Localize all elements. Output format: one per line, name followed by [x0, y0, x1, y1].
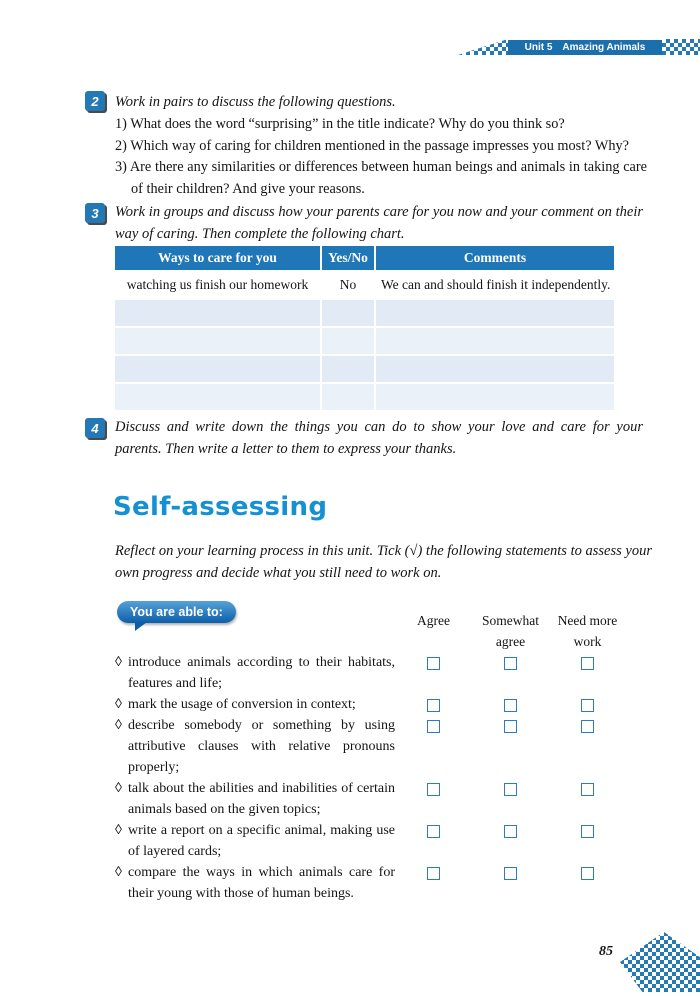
table-cell-r4-comments[interactable] — [376, 356, 614, 382]
unit-header-bar — [508, 40, 662, 55]
assessment-item-row — [115, 694, 630, 715]
assessment-item-row — [115, 820, 630, 862]
checker-decoration-right — [662, 39, 700, 55]
table-cell-r4-ways[interactable] — [115, 356, 320, 382]
checkbox-item6-somewhat[interactable] — [504, 867, 517, 880]
assessment-item-row — [115, 715, 630, 778]
column-header-agree: Agree — [417, 613, 450, 628]
exercise-2-questions — [115, 114, 647, 200]
exercise-2-prompt: Work in pairs to discuss the following questions. — [115, 94, 396, 110]
table-cell-r5-ways[interactable] — [115, 384, 320, 410]
checkbox-item3-needwork[interactable] — [581, 720, 594, 733]
checkbox-item4-needwork[interactable] — [581, 783, 594, 796]
care-chart-table — [115, 246, 612, 410]
page-number: 85 — [599, 944, 613, 959]
table-header-ways: Ways to care for you — [115, 246, 320, 270]
checkbox-item1-agree[interactable] — [427, 657, 440, 670]
checkbox-item6-agree[interactable] — [427, 867, 440, 880]
table-cell-r3-comments[interactable] — [376, 328, 614, 354]
assessment-item-4: ◊ talk about the abilities and inabilities of certain animals based on the given topics; — [115, 778, 395, 820]
self-assessing-title: Self-assessing — [113, 492, 328, 522]
table-cell-r1-comments: We can and should finish it independently. — [376, 272, 614, 298]
checkbox-item3-somewhat[interactable] — [504, 720, 517, 733]
checkbox-item5-needwork[interactable] — [581, 825, 594, 838]
exercise-3-prompt: Work in groups and discuss how your parents care for you now and your comment on their way of caring. Then complete the following chart. — [115, 204, 643, 242]
question-1: 1) What does the word “surprising” in the title indicate? Why do you think so? — [115, 116, 565, 132]
table-header-comments: Comments — [376, 246, 614, 270]
table-header-yesno: Yes/No — [322, 246, 374, 270]
assessment-item-1: ◊ introduce animals according to their habitats, features and life; — [115, 652, 395, 694]
unit-label: Unit 5 — [524, 42, 553, 53]
table-cell-r2-ways[interactable] — [115, 300, 320, 326]
table-cell-r1-yesno: No — [322, 272, 374, 298]
diamond-bullet-icon: ◊ — [115, 718, 122, 733]
column-header-somewhat-agree: Somewhat agree — [482, 613, 539, 649]
exercise-4-number: 4 — [85, 418, 105, 438]
checkbox-item2-somewhat[interactable] — [504, 699, 517, 712]
diamond-bullet-icon: ◊ — [115, 781, 122, 796]
table-cell-r2-comments[interactable] — [376, 300, 614, 326]
checker-decoration-bottom — [620, 932, 700, 992]
assessment-item-row — [115, 652, 630, 694]
assessment-item-2: ◊ mark the usage of conversion in context; — [115, 694, 395, 715]
checkbox-item6-needwork[interactable] — [581, 867, 594, 880]
table-cell-r1-ways: watching us finish our homework — [115, 272, 320, 298]
diamond-bullet-icon: ◊ — [115, 823, 122, 838]
table-cell-r5-yesno[interactable] — [322, 384, 374, 410]
checkbox-item5-somewhat[interactable] — [504, 825, 517, 838]
table-cell-r2-yesno[interactable] — [322, 300, 374, 326]
checkbox-item4-somewhat[interactable] — [504, 783, 517, 796]
checkbox-item5-agree[interactable] — [427, 825, 440, 838]
checker-decoration-left — [458, 39, 508, 55]
checkbox-item4-agree[interactable] — [427, 783, 440, 796]
question-3: 3) Are there any similarities or differences between human beings and animals in taking care of their children? And give your reasons. — [115, 159, 647, 197]
diamond-bullet-icon: ◊ — [115, 655, 122, 670]
unit-title: Amazing Animals — [562, 42, 646, 53]
column-header-need-more-work: Need more work — [557, 613, 618, 649]
assessment-item-5: ◊ write a report on a specific animal, making use of layered cards; — [115, 820, 395, 862]
self-assessing-intro: Reflect on your learning process in this unit. Tick (√) the following statements to assess your own progress and decide what you still need to work on. — [115, 543, 652, 581]
diamond-bullet-icon: ◊ — [115, 865, 122, 880]
table-cell-r3-ways[interactable] — [115, 328, 320, 354]
you-are-able-badge — [117, 601, 236, 623]
assessment-item-row — [115, 862, 630, 904]
table-cell-r3-yesno[interactable] — [322, 328, 374, 354]
diamond-bullet-icon: ◊ — [115, 697, 122, 712]
exercise-2-number: 2 — [85, 91, 105, 111]
checkbox-item1-needwork[interactable] — [581, 657, 594, 670]
self-assessment-grid — [115, 610, 630, 904]
checkbox-item2-agree[interactable] — [427, 699, 440, 712]
exercise-4-prompt: Discuss and write down the things you can do to show your love and care for your parents. Then write a letter to them to express your thanks. — [115, 419, 643, 457]
table-cell-r4-yesno[interactable] — [322, 356, 374, 382]
question-2: 2) Which way of caring for children mentioned in the passage impresses you most? Why? — [115, 137, 630, 154]
assessment-item-row — [115, 778, 630, 820]
checkbox-item1-somewhat[interactable] — [504, 657, 517, 670]
assessment-item-6: ◊ compare the ways in which animals care for their young with those of human beings. — [115, 862, 395, 904]
exercise-3-number: 3 — [85, 203, 105, 223]
assessment-item-3: ◊ describe somebody or something by using attributive clauses with relative pronouns properly; — [115, 715, 395, 778]
table-cell-r5-comments[interactable] — [376, 384, 614, 410]
badge-label: You are able to: — [130, 605, 223, 619]
checkbox-item3-agree[interactable] — [427, 720, 440, 733]
checkbox-item2-needwork[interactable] — [581, 699, 594, 712]
